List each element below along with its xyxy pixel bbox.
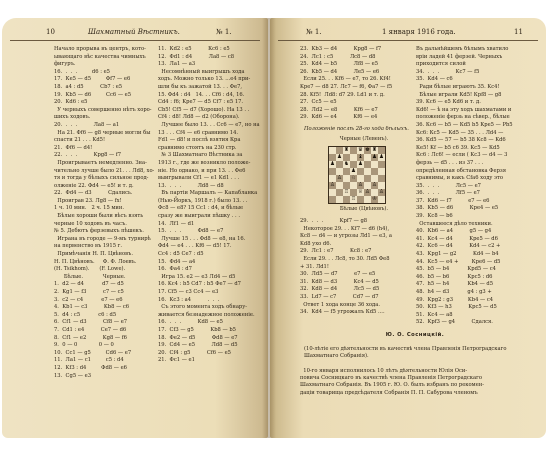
board-square bbox=[364, 175, 371, 182]
board-square: ♟ bbox=[337, 154, 342, 160]
text-line: У черныхъ совершенно нѣтъ хоро- bbox=[54, 106, 152, 113]
text-line: Fd1 — d8! и послѣ взятия Кра bbox=[158, 137, 241, 144]
text-line: 37. Kd6 — f7 e7 — e6 bbox=[416, 197, 490, 204]
board-square bbox=[350, 182, 357, 189]
text-line: на первенство въ 1915 г. bbox=[54, 243, 123, 250]
text-line: 20. . . . Лa8 — a1 bbox=[54, 121, 120, 128]
text-line: 22. . . . Kpg8 — f7 bbox=[54, 152, 122, 159]
text-line: Кс6 : Лс6! — если ( Kc3 — d4 — 3 bbox=[416, 152, 508, 159]
article-line: Шахматнаго Собранія. Въ 1905 г. Ю. О. былъ избранъ по рекомен- bbox=[300, 382, 484, 389]
board-square bbox=[336, 147, 343, 154]
board-square bbox=[350, 147, 357, 154]
text-line: Лучшее было 13. . . Сс6 — е7, но на bbox=[158, 121, 260, 128]
text-line: 29. Лс1 : e7 Kc8 : e7 bbox=[300, 248, 372, 255]
board-square bbox=[364, 161, 371, 168]
text-line: 21. Фc1 — e1 bbox=[158, 357, 195, 364]
board-square bbox=[371, 161, 378, 168]
board-white-player: Бѣлые (Цвѣновъ). bbox=[339, 206, 389, 212]
text-line: 45. b5 — b4 Kpd5 — c4 bbox=[416, 266, 496, 273]
text-line: 12. Kf3 : d4 Фd8 — e6 bbox=[54, 364, 127, 371]
text-line: 20. Kd6 : e5 bbox=[54, 99, 88, 106]
left-page-number: 10 bbox=[46, 28, 55, 36]
text-line: сравнимо стоятъ на 230 стр. bbox=[158, 144, 237, 151]
board-square bbox=[378, 161, 385, 168]
text-line: Кd6! — ѣ на эту ходъ шахматами и bbox=[416, 106, 512, 113]
text-line: 11. Ла1 — c1 c5 : d4 bbox=[54, 357, 124, 364]
text-line: ніе. Но однако, и при 13. . . Фе6 bbox=[158, 167, 246, 174]
board-square bbox=[343, 175, 350, 182]
text-line: 39. Kc6 — e5 Кd6 и т. д. bbox=[416, 99, 483, 106]
text-line: ходъ. Можно только 13. ...е4 при- bbox=[158, 76, 251, 83]
text-line: 7. Cd1 : e4 Ce7 — d6 bbox=[54, 326, 127, 333]
text-line: 52. Kpf3 — g4 Сдался. bbox=[416, 319, 493, 326]
text-line: 36. Кd5 — 57 — b5 38 Kс8 — Kd6 bbox=[416, 137, 506, 144]
board-square: ♜ bbox=[372, 147, 377, 153]
right-page-number: 11 bbox=[514, 28, 523, 36]
text-line: 51. Kc4 — a8 bbox=[416, 311, 453, 318]
board-square bbox=[378, 196, 385, 203]
board-square bbox=[329, 175, 336, 182]
text-line: 26. Kb5 — d4 Лe5 — e6 bbox=[300, 68, 380, 75]
text-line: 30. Лd5 — d7 e7 — e5 bbox=[300, 271, 376, 278]
text-line: Въ дальнѣйшемъ бѣлымъ хватило bbox=[416, 46, 509, 52]
text-line: 6. Cf1 — d3 Cf8 — e7 bbox=[54, 319, 128, 326]
text-line: Фс8 — e8? 15 Сс1 : d4, и бѣлые bbox=[158, 205, 244, 212]
right-column-2 bbox=[416, 46, 540, 326]
article-line: даціи товарища предсѣдателя Собранія П. П. Сабурова членомъ bbox=[300, 389, 478, 396]
board-square bbox=[371, 175, 378, 182]
text-line: черные 10 ходовъ въ часъ. bbox=[54, 220, 127, 227]
board-square bbox=[357, 175, 364, 182]
article-title: Ю. О. Сосницкій. bbox=[385, 332, 445, 338]
text-line: 29. Kd6 — e4 Kf6 — e4 bbox=[300, 114, 378, 121]
text-line: 27. Cc5 — e5 bbox=[300, 99, 337, 106]
board-square: ♟ bbox=[379, 154, 384, 160]
text-line: 17. Cf3 — g5 Kb8 — b5 bbox=[158, 326, 236, 333]
text-line: 50. Kf3 — h3 Kpc5 — d5 bbox=[416, 304, 497, 311]
board-square bbox=[343, 196, 350, 203]
right-column-1-top bbox=[300, 46, 412, 124]
board-square bbox=[343, 168, 350, 175]
text-line: 17. Ке5 — d5 Фf7 — e6 bbox=[54, 76, 131, 83]
text-line: Кс8 — d4 — и угрозы Лd1 — e3, а bbox=[300, 233, 392, 240]
text-line: 34. . . . Kc7 — f5 bbox=[416, 68, 480, 75]
text-line: Cd4 : f6; Kpe7 — d5 Сf7 : e5 17. bbox=[158, 99, 244, 106]
board-square bbox=[357, 168, 364, 175]
text-line: 18. a4 : d5 Сb7 : e5 bbox=[54, 83, 123, 90]
text-line: Cf4 : d8! Лd8 — d2 (Оборона). bbox=[158, 114, 240, 121]
board-square bbox=[350, 189, 357, 196]
text-line: 43. Kpg1 — g2 Kd4 — b4 bbox=[416, 251, 499, 258]
board-square: ♖ bbox=[344, 189, 349, 195]
text-line: 4. Kb1 — c3 Kb8 — c6 bbox=[54, 304, 130, 311]
text-line: Примѣчанія Н. П. Цвѣновъ. bbox=[54, 251, 133, 258]
board-square: ♟ bbox=[351, 168, 356, 174]
text-line: чительно лучше было 21. . . Лd8, хо- bbox=[54, 167, 154, 174]
board-square: ♙ bbox=[337, 175, 342, 181]
board-square: ♔ bbox=[372, 196, 377, 202]
text-line: Кc6: Кс5 — Кd5 — 35 . . . Лd4 — bbox=[416, 129, 504, 136]
board-square bbox=[378, 182, 385, 189]
text-line: + 31. Лd1! bbox=[300, 263, 329, 270]
text-line: 10. Cc1 — g5 Cd6 — e7 bbox=[54, 349, 132, 356]
text-line: Несомнѣнный выигрышъ хода bbox=[158, 68, 245, 75]
left-column-1 bbox=[54, 46, 154, 380]
book-gutter bbox=[262, 18, 276, 438]
article-line: повича Сосницкаго въ качествѣ члена Правленія Петроградскаго bbox=[300, 375, 482, 382]
text-line: Н. П. Цвѣновъ. Ф. Ф. Лоевъ. bbox=[54, 258, 137, 265]
text-line: Cb5! Сf5 — d7 (Хорошо). На 13 . . bbox=[158, 106, 250, 113]
board-square: ♙ bbox=[365, 189, 370, 195]
text-line: Сc4 : d5 Сe7 : d5 bbox=[158, 251, 204, 258]
text-line: 17. Cf5 — c3 Сс4 — e3 bbox=[158, 289, 219, 295]
chess-board-diagram bbox=[328, 146, 386, 204]
text-line: Если 29. . . Лс8, то 30. Лd5 Фе8 bbox=[300, 255, 390, 262]
left-column-2 bbox=[158, 46, 262, 365]
text-line: опредѣленная обстановка Ферзя bbox=[416, 167, 506, 174]
board-square bbox=[329, 147, 336, 154]
text-line: 36. . . . Лf5 — e7 bbox=[416, 190, 480, 197]
board-square: ♝ bbox=[358, 154, 363, 160]
board-square: ♜ bbox=[344, 147, 349, 153]
right-header-rule bbox=[278, 40, 538, 41]
text-line: 29. . . . Kpf7 — g8 bbox=[300, 218, 368, 224]
text-line: 15. . . . Фd8 — e7 bbox=[158, 228, 224, 235]
right-page bbox=[270, 18, 546, 438]
text-line: 19. Cd4 — e5 Лd8 — d5 bbox=[158, 342, 238, 349]
board-square bbox=[336, 189, 343, 196]
board-square bbox=[336, 182, 343, 189]
text-line: На 21. Фf6 — g8 черные могли бы bbox=[54, 129, 151, 136]
text-line: Ради бѣлые играютъ 35. Kс4! bbox=[416, 83, 500, 90]
board-square bbox=[336, 161, 343, 168]
text-line: (Н. Tsikhom). (F. Lowe). bbox=[54, 266, 126, 273]
board-square bbox=[336, 196, 343, 203]
text-line: 42. Kc6 — d4 Kd4 — c2 + bbox=[416, 243, 501, 250]
article-line: 10-го января исполнилось 10 лѣтъ дѣятельности Юлія Оси- bbox=[300, 368, 468, 374]
text-line: положеніе ферзь на сѣвер., бѣлые bbox=[416, 114, 510, 121]
text-line: шли бы къ зажатой 13. . . Фе7, bbox=[158, 83, 243, 90]
text-line: шихъ ходовъ. bbox=[54, 114, 91, 121]
text-line: 38. Kb5 — d6 Кре4 — e5 bbox=[416, 205, 499, 212]
text-line: Начало прорыва въ центръ, кото- bbox=[54, 46, 146, 52]
text-line: 13 . . . Сf4 — e6 сравнимо 14. bbox=[158, 129, 239, 136]
text-line: 34. Kd4 — f5 угрожалъ Кd5 .... bbox=[300, 309, 385, 316]
text-line: 16. Kc4 : b5 Cd7 : b5 Фe7 — d7 bbox=[158, 281, 241, 288]
board-square bbox=[350, 154, 357, 161]
board-square: ♟ bbox=[330, 161, 335, 167]
text-line: 2. Kg1 — f3 c7 — c5 bbox=[54, 289, 124, 295]
text-line: 35. . . . Лc5 — e7 bbox=[416, 182, 481, 189]
text-line: Бѣлые. Черные. bbox=[54, 273, 126, 280]
board-square: ♙ bbox=[358, 182, 363, 188]
text-line: выигрывали Cf1 — e1 Kd1 . . . bbox=[158, 175, 240, 182]
text-line: Съ этого момента ходъ обнару- bbox=[158, 304, 248, 311]
board-square bbox=[329, 154, 336, 161]
text-line: 23. Kb3 — d4 Kpg8 — f7 bbox=[300, 46, 382, 52]
board-square bbox=[371, 189, 378, 196]
text-line: 16. . . . d6 : e5 bbox=[54, 68, 110, 75]
text-line: тя и тогда у бѣлыхъ сильное прод- bbox=[54, 175, 149, 182]
text-line: 1. d2 — d4 d7 — d5 bbox=[54, 281, 124, 288]
text-line: 13. . . . Лd8 — d8 bbox=[158, 182, 224, 189]
text-line: фигуръ. bbox=[54, 61, 76, 68]
text-line: Некоторое 29. . . Kf7 — d6 (h4), bbox=[300, 225, 390, 232]
text-line: 16. Kc3 : a4 . . . bbox=[158, 296, 220, 303]
left-issue-number: № 1. bbox=[216, 28, 232, 36]
text-line: 13. Ла1 — a3 bbox=[158, 61, 196, 68]
article-subtitle: (10-лѣтіе его дѣятельности въ качествѣ члена Правленія Петроградскаго Шахматнаго Собранія). bbox=[304, 346, 507, 359]
right-issue-number: № 1. bbox=[306, 28, 322, 36]
text-line: 11. Кd2 : e5 Кc6 : e5 bbox=[158, 46, 230, 52]
text-line: вріи ладей 41 ферзей. Черныхъ bbox=[416, 53, 503, 60]
text-line: 24. Лc1 : c5 Лc8 — d8 bbox=[300, 53, 376, 60]
text-line: 49. Kpg2 : g3 Kb4 — c4 bbox=[416, 296, 494, 303]
text-line: 36. Кс6 — b5 — Кd5 b5 Кpe5 — Рb5 bbox=[416, 121, 513, 128]
board-square bbox=[343, 154, 350, 161]
text-line: Ответ 1 хода конце 36 хода. bbox=[300, 301, 380, 308]
text-line: Проигрываетъ немедленно. Зна- bbox=[54, 159, 147, 166]
text-line: 1 ч. 10 мин. 2 ч. 15 мин. bbox=[54, 205, 124, 212]
board-square bbox=[371, 168, 378, 175]
board-square: ♙ bbox=[330, 182, 335, 188]
text-line: 44. Kc5 — e4 + Кре6 — d5 bbox=[416, 258, 501, 265]
text-line: (Нью-Йоркъ, 1918 г.) было 13. . . bbox=[158, 197, 248, 204]
text-line: 21. Фf6 — d4! bbox=[54, 144, 93, 151]
text-line: 25. Kd4 — b5 Лf8 — e5 bbox=[300, 61, 379, 68]
text-line: 19. Kb5 — d6 Cc6 — e5 bbox=[54, 91, 132, 98]
text-line: 5. d4 : c5 c6 : d5 bbox=[54, 311, 117, 318]
board-square bbox=[378, 175, 385, 182]
board-square bbox=[350, 161, 357, 168]
text-line: 1913 г., где же возникло положе- bbox=[158, 159, 251, 166]
text-line: Проиграв 23. Лg8 — fx! bbox=[54, 197, 122, 204]
text-line: 22. Фd4 — d3 Сдались. bbox=[54, 190, 133, 197]
board-caption: Положеніе послѣ 28-го хода бѣлыхъ. bbox=[304, 126, 409, 132]
board-square bbox=[364, 154, 371, 161]
board-square bbox=[329, 168, 336, 175]
text-line: Бѣлые хороши были вѣсъ взять bbox=[54, 213, 144, 220]
board-black-player: Черные (Левенъ). bbox=[339, 136, 389, 142]
text-line: 48. h4 — d3 g4 : g3 + bbox=[416, 289, 492, 295]
board-square: ♙ bbox=[379, 189, 384, 195]
text-line: 3. c2 — c4 e7 — e6 bbox=[54, 296, 123, 303]
article-text bbox=[300, 368, 540, 408]
board-square: ♟ bbox=[358, 161, 363, 167]
text-line: 8. Cf1 — e2 Kg8 — f6 bbox=[54, 334, 127, 341]
text-line: Игра 15. e2 — e3 Лd4 — d5 bbox=[158, 273, 236, 280]
text-line: 13. Cg5 — e3 bbox=[54, 372, 91, 379]
board-square: ♖ bbox=[351, 196, 356, 202]
board-square bbox=[378, 147, 385, 154]
text-line: Фd4 — e4 . . . Kf6 — d5! 17. bbox=[158, 243, 232, 250]
text-line: 40. Кb6 — a4 g5 — g4 bbox=[416, 228, 492, 235]
board-square bbox=[357, 196, 364, 203]
text-line: 18. Фe2 — d5 Фd8 — e7 bbox=[158, 334, 238, 341]
text-line: 12. Фd1 : d4 Лa8 — c8 bbox=[158, 53, 235, 60]
text-line: приходится силой bbox=[416, 61, 466, 68]
text-line: 32. Kd8 — d4 Лс5 — d5 bbox=[300, 286, 380, 293]
board-square: ♟ bbox=[372, 154, 377, 160]
board-square bbox=[364, 168, 371, 175]
text-line: 15. Фd4 : d4 14. . . Сf6 : d4, 16. bbox=[158, 91, 245, 98]
text-line: 28. Лd2 — e8 Kf6 — e7 bbox=[300, 106, 378, 113]
board-square: ♘ bbox=[351, 175, 356, 181]
board-square: ♚ bbox=[365, 147, 370, 153]
text-line: Лучше 15 . . . Фd8 — e8, на 16. bbox=[158, 235, 246, 242]
text-line: ферзь — d5 . . . из 37 . . . bbox=[416, 159, 485, 166]
text-line: 41. Kc4 — d4 Kpe5 — d6 bbox=[416, 235, 498, 242]
board-square bbox=[336, 168, 343, 175]
board-square: ♕ bbox=[358, 189, 363, 195]
text-line: Если 25. . . Kf6 — e7, то 26. Kf4! bbox=[300, 76, 391, 83]
text-line: 16. Фa4 : d7 bbox=[158, 266, 192, 273]
text-line: № 5. Дебютъ ферзевыхъ пѣшекъ. bbox=[54, 228, 144, 235]
text-line: 28. Kf5! Лd8: d7 29. Ld1 и т. д. bbox=[300, 91, 385, 98]
board-square bbox=[329, 189, 336, 196]
text-line: 31. Kd8 — d3 Kс4 — d5 bbox=[300, 278, 379, 285]
text-line: Kpe7 — d8 27. Лс7 — f6, Фа7 — f5 bbox=[300, 83, 393, 90]
text-line: 35. Kd4 — c6 bbox=[416, 76, 453, 83]
left-page-header bbox=[2, 28, 268, 40]
text-line: 9. 0 — 0 0 — 0 bbox=[54, 342, 114, 349]
text-line: 46. b5 — b6 Kpc5 : d6 bbox=[416, 273, 493, 280]
text-line: № 3 Шахматнаго Вѣстника за bbox=[158, 152, 243, 159]
board-square: ♙ bbox=[372, 182, 377, 188]
left-page bbox=[2, 18, 268, 438]
board-square: ♛ bbox=[358, 147, 363, 153]
board-square: ♞ bbox=[344, 161, 349, 167]
text-line: Оставшееся дѣло техники. bbox=[416, 220, 493, 227]
text-line: 14. Лf1 — d1 bbox=[158, 220, 195, 227]
text-line: олженіе 22. Фd4 — e5! и т. д. bbox=[54, 182, 134, 189]
text-line: 20. Cf4 : g5 Cf6 — e5 bbox=[158, 349, 231, 356]
text-line: сразу же выиграли пѣшку . . . bbox=[158, 213, 240, 220]
text-line: спасти 21 . . . Kd5! bbox=[54, 137, 106, 144]
left-running-title: Шахматный Вѣстникъ. bbox=[88, 28, 180, 36]
text-line: Kd8 ухо d6. bbox=[300, 240, 332, 247]
text-line: 39. Kc8 — b6 bbox=[416, 213, 453, 220]
text-line: 15. Фd4 — a4 bbox=[158, 258, 196, 265]
right-running-date: 1 января 1916 года. bbox=[382, 28, 456, 36]
text-line: Бѣлые играли Кd5! Кpf8 — g8 bbox=[416, 91, 502, 98]
text-line: 33. Ld7 — c7 Cd7 — d7 bbox=[300, 293, 379, 300]
right-page-header bbox=[270, 28, 546, 40]
text-line: Кe5! Kf — b5 c6 39. Kc5 — Кd5 bbox=[416, 144, 500, 151]
board-square bbox=[378, 168, 385, 175]
text-line: сравнимы, и какъ Сfа6 ходу это bbox=[416, 175, 504, 182]
left-header-rule bbox=[10, 40, 260, 41]
text-line: живается безнадежное положеніе. bbox=[158, 311, 255, 318]
text-line: 47. h5 — h4 Kb4 — d5 bbox=[416, 281, 494, 288]
text-line: ывающаго вѣс качества чимныхъ bbox=[54, 53, 146, 60]
text-line: 16. . . . Kd8 — e5 bbox=[158, 319, 223, 326]
board-square bbox=[364, 182, 371, 189]
text-line: Играна въ городе — 9-мъ турнирѣ bbox=[54, 235, 151, 242]
right-column-1-bottom bbox=[300, 218, 412, 322]
board-square bbox=[343, 182, 350, 189]
board-square bbox=[364, 196, 371, 203]
text-line: Въ партіи Маршалъ — Капабланка bbox=[158, 190, 258, 197]
board-square bbox=[329, 196, 336, 203]
